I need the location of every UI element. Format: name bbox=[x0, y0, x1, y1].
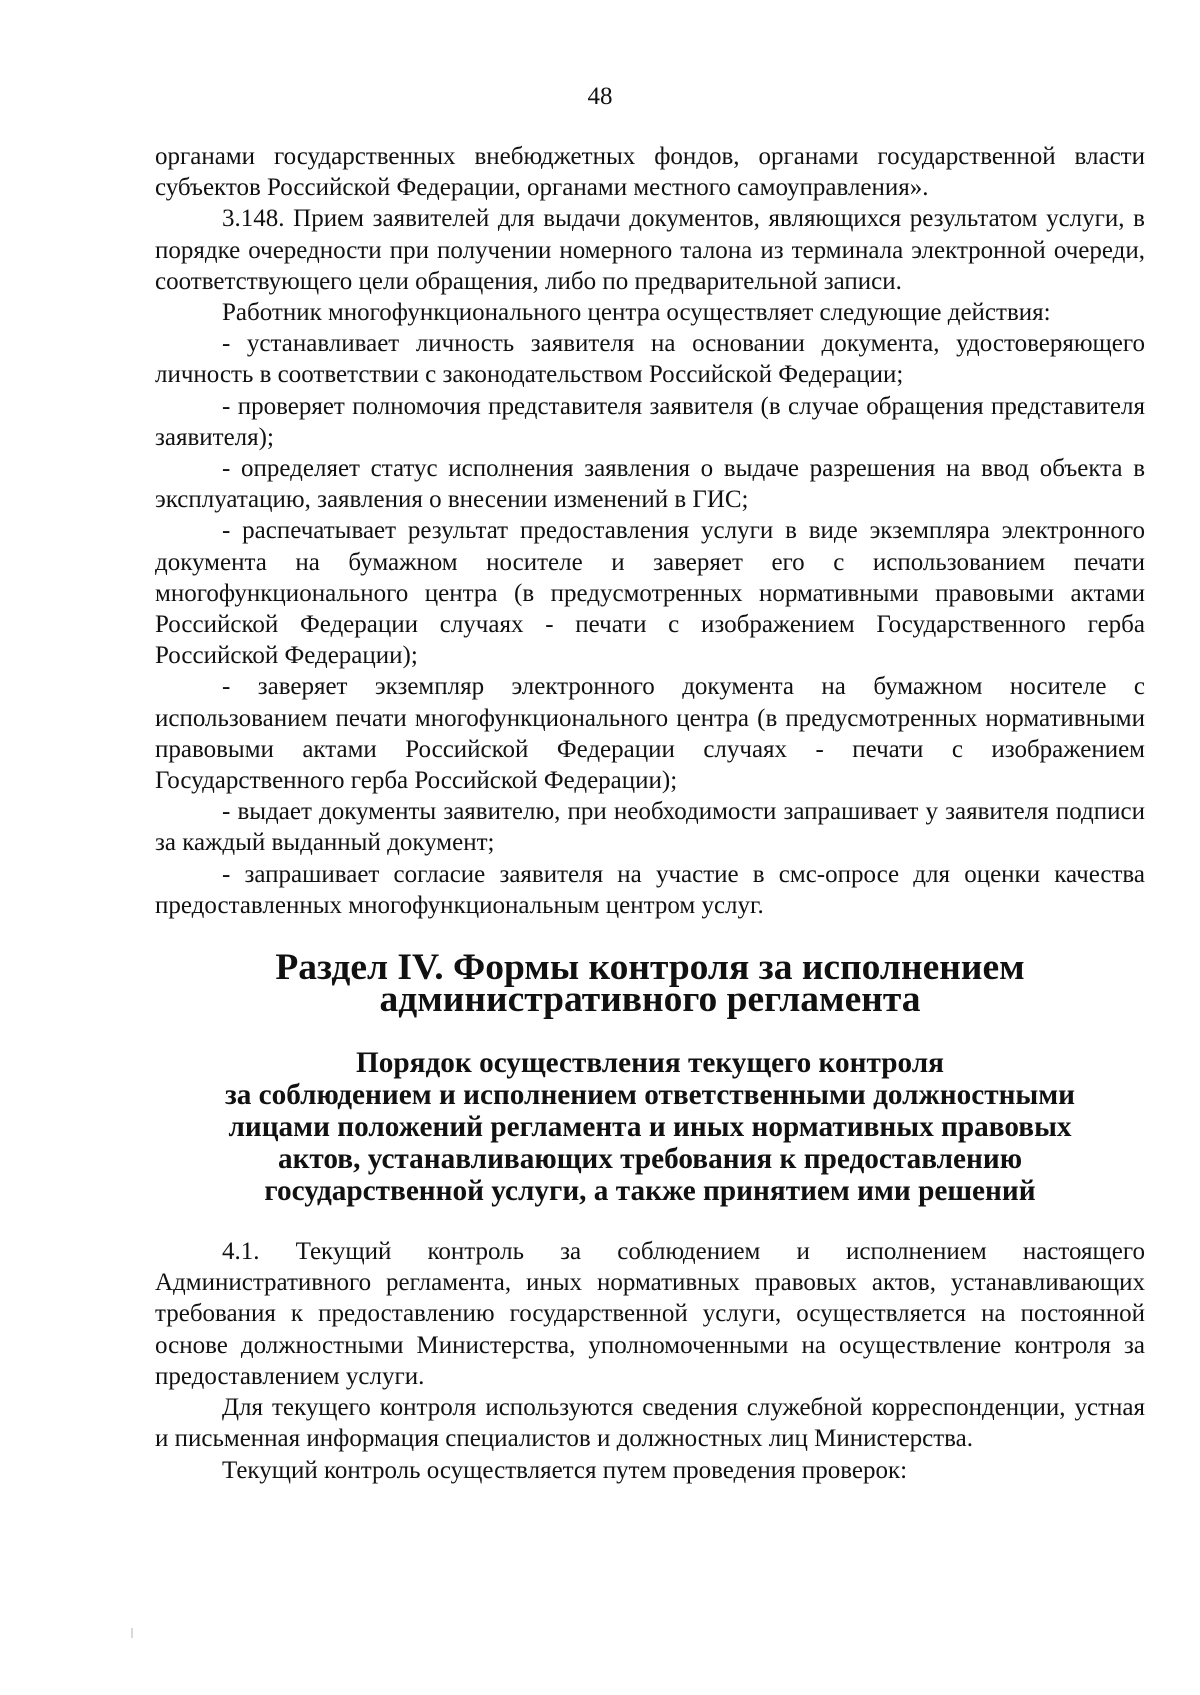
list-item: - запрашивает согласие заявителя на участие в смс-опросе для оценки качества предоставленных многофункциональным центром услуг. bbox=[155, 860, 1145, 919]
paragraph: Работник многофункционального центра осуществляет следующие действия: bbox=[222, 299, 1051, 327]
paragraph-group-bottom bbox=[155, 1236, 1145, 1486]
paragraph: 4.1. Текущий контроль за соблюдением и исполнением настоящего Административного регламента, иных нормативных правовых актов, устанавливающих требования к предоставлению государственной услуги, осуществляется на постоянной основе должностными Министерства, уполномоченными на осуществление контроля за предоставлением услуги. bbox=[155, 1238, 1145, 1390]
section-heading bbox=[155, 947, 1145, 1021]
paragraph: 3.148. Прием заявителей для выдачи документов, являющихся результатом услуги, в порядке очередности при получении номерного талона из терминала электронной очереди, соответствующего цели обращения, либо по предварительной записи. bbox=[155, 205, 1145, 295]
list-item: - устанавливает личность заявителя на основании документа, удостоверяющего личность в соответствии с законодательством Российской Федерации; bbox=[155, 330, 1145, 389]
section-heading-line: административного регламента bbox=[379, 979, 921, 1021]
list-item: - заверяет экземпляр электронного документа на бумажном носителе с использованием печати многофункционального центра (в предусмотренных нормативными правовыми актами Российской Федерации случаях - печати с изображением Государственного герба Российской Федерации); bbox=[155, 673, 1145, 795]
paragraph: органами государственных внебюджетных фондов, органами государственной власти субъектов Российской Федерации, органами местного самоуправления». bbox=[155, 143, 1145, 202]
subsection-heading-line: за соблюдением и исполнением ответственными должностными bbox=[224, 1079, 1076, 1112]
subsection-heading-line: актов, устанавливающих требования к предоставлению bbox=[277, 1143, 1023, 1176]
list-item: - распечатывает результат предоставления услуги в виде экземпляра электронного документа на бумажном носителе и заверяет его с использованием печати многофункционального центра (в предусмотренных нормативными правовыми актами Российской Федерации случаях - печати с изображением Государственного герба Российской Федерации); bbox=[155, 517, 1145, 670]
spacer bbox=[155, 1207, 1145, 1236]
subsection-heading-line: государственной услуги, а также принятием ими решений bbox=[264, 1175, 1036, 1208]
paragraph-group-top bbox=[155, 141, 1145, 921]
page-number: 48 bbox=[587, 83, 613, 110]
subsection-heading-line: Порядок осуществления текущего контроля bbox=[356, 1047, 944, 1080]
paragraph: Для текущего контроля используются сведения служебной корреспонденции, устная и письменная информация специалистов и должностных лиц Министерства. bbox=[155, 1394, 1145, 1453]
list-item: - определяет статус исполнения заявления о выдаче разрешения на ввод объекта в эксплуатацию, заявления о внесении изменений в ГИС; bbox=[155, 455, 1145, 514]
scan-artifact bbox=[131, 1628, 133, 1638]
document-body bbox=[155, 141, 1145, 1486]
subsection-heading-line: лицами положений регламента и иных нормативных правовых bbox=[228, 1111, 1072, 1144]
section-heading-line: Раздел IV. Формы контроля за исполнением bbox=[275, 947, 1025, 989]
list-item: - проверяет полномочия представителя заявителя (в случае обращения представителя заявителя); bbox=[155, 392, 1145, 451]
subsection-heading bbox=[155, 1047, 1145, 1207]
paragraph: Текущий контроль осуществляется путем проведения проверок: bbox=[222, 1456, 908, 1484]
list-item: - выдает документы заявителю, при необходимости запрашивает у заявителя подписи за каждый выданный документ; bbox=[155, 798, 1145, 857]
spacer bbox=[155, 1016, 1145, 1047]
